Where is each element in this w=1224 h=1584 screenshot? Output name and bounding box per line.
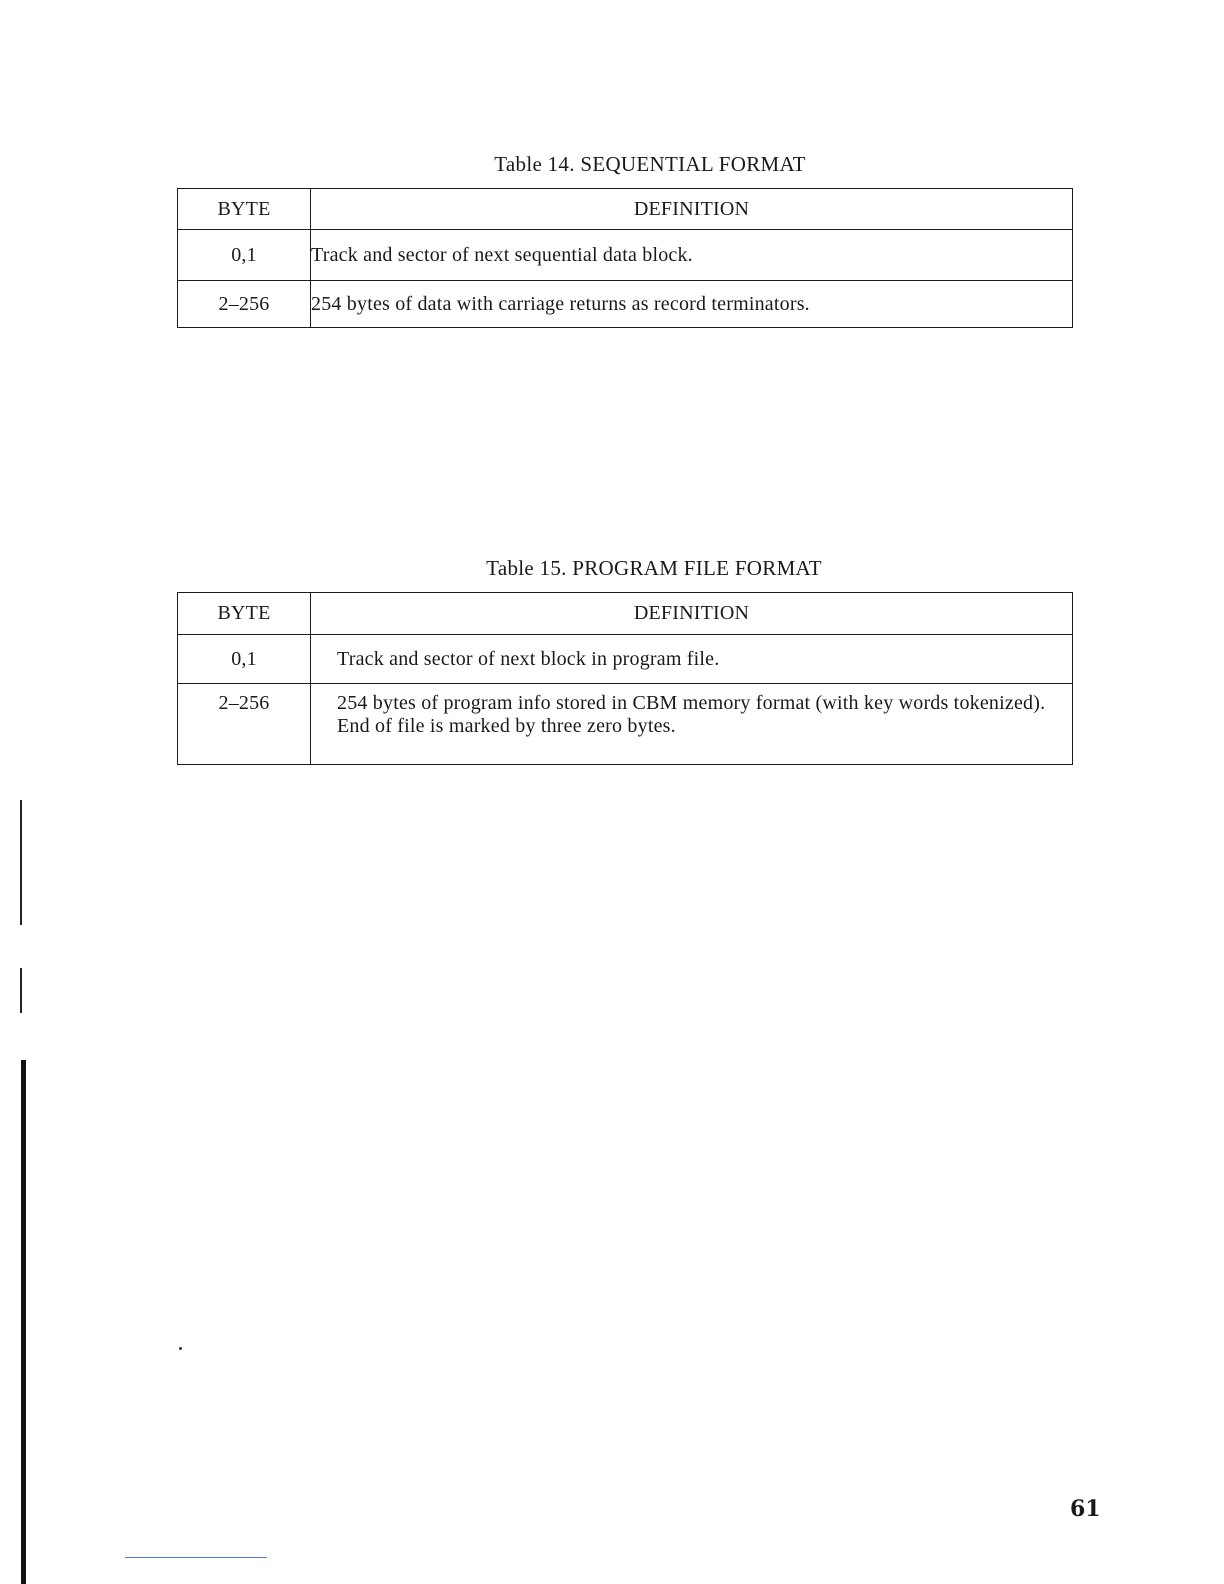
byte-column-header: BYTE xyxy=(178,593,311,635)
table-row xyxy=(178,684,1073,765)
definition-column-header: DEFINITION xyxy=(311,593,1073,635)
definition-column-header: DEFINITION xyxy=(311,189,1073,230)
byte-cell: 0,1 xyxy=(178,635,311,684)
byte-cell: 2–256 xyxy=(178,684,311,765)
table-15-caption: Table 15. PROGRAM FILE FORMAT xyxy=(486,556,822,580)
table-row xyxy=(178,230,1073,281)
byte-column-header: BYTE xyxy=(178,189,311,230)
definition-cell: Track and sector of next sequential data block. xyxy=(311,230,1073,281)
scan-speck xyxy=(179,1347,182,1350)
table-row xyxy=(178,281,1073,328)
sequential-format-table xyxy=(177,188,1073,328)
scan-blue-rule xyxy=(125,1557,267,1558)
scan-edge-mark xyxy=(20,968,22,1013)
definition-cell: Track and sector of next block in program file. xyxy=(311,635,1073,684)
definition-cell: 254 bytes of data with carriage returns as record terminators. xyxy=(311,281,1073,328)
table-header-row xyxy=(178,593,1073,635)
scan-binding-edge xyxy=(21,1060,26,1584)
page-number: 61 xyxy=(1070,1496,1101,1522)
table-header-row xyxy=(178,189,1073,230)
definition-cell: 254 bytes of program info stored in CBM memory format (with key words tokenized). End of file is marked by three zero bytes. xyxy=(311,684,1073,765)
byte-cell: 2–256 xyxy=(178,281,311,328)
program-file-format-table xyxy=(177,592,1073,765)
table-row xyxy=(178,635,1073,684)
byte-cell: 0,1 xyxy=(178,230,311,281)
scan-edge-mark xyxy=(20,800,22,925)
table-14-caption: Table 14. SEQUENTIAL FORMAT xyxy=(494,152,806,176)
